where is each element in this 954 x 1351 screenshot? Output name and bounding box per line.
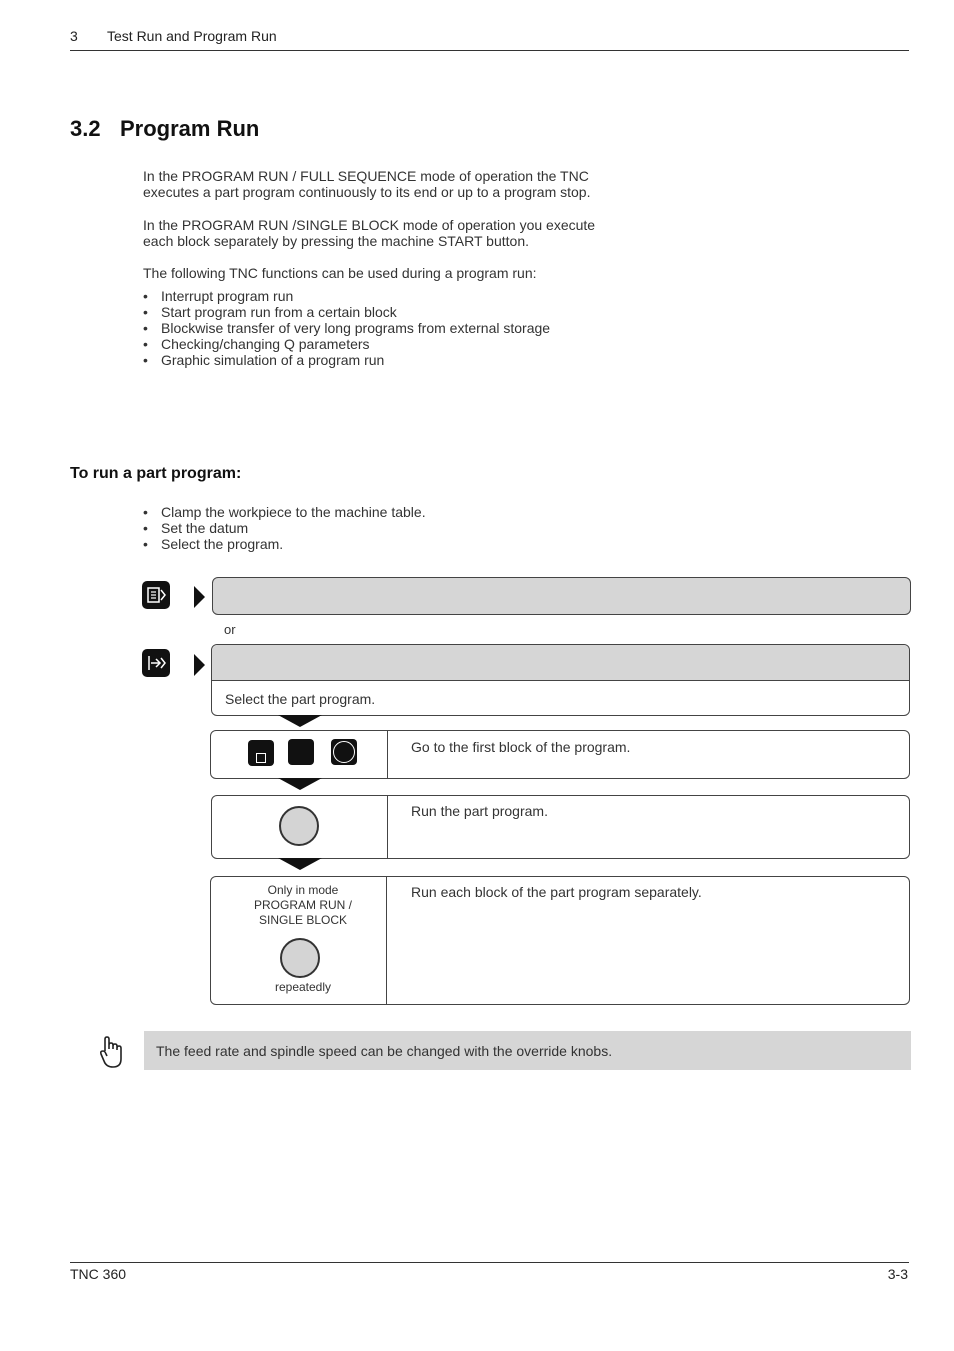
list-item: • Blockwise transfer of very long programs from external storage bbox=[143, 320, 550, 336]
pointing-hand-icon bbox=[97, 1031, 127, 1071]
intro-paragraph-2-line-2: each block separately by pressing the machine START button. bbox=[143, 233, 529, 249]
single-block-mode-label bbox=[211, 883, 395, 928]
arrow-right-icon bbox=[194, 654, 205, 676]
header-rule bbox=[70, 50, 909, 51]
select-program-text: Select the part program. bbox=[225, 691, 376, 707]
circle-key-icon[interactable] bbox=[331, 739, 357, 765]
intro-paragraph-2 bbox=[143, 217, 595, 249]
flow-arrow-down-icon bbox=[278, 778, 322, 790]
howto-steps-list bbox=[143, 504, 426, 552]
run-program-text: Run the part program. bbox=[411, 803, 548, 819]
machine-start-button-icon[interactable] bbox=[280, 938, 320, 978]
single-block-mode-label-line-1: Only in mode bbox=[267, 883, 339, 897]
intro-paragraph-2-line-1: In the PROGRAM RUN /SINGLE BLOCK mode of operation you execute bbox=[143, 217, 596, 233]
goto-first-block-box bbox=[210, 730, 910, 779]
howto-heading: To run a part program: bbox=[70, 465, 242, 482]
list-item: • Checking/changing Q parameters bbox=[143, 336, 550, 352]
section-title-text: Program Run bbox=[120, 116, 260, 141]
single-block-mode-label-line-3: SINGLE BLOCK bbox=[258, 913, 348, 927]
intro-paragraph-1 bbox=[143, 168, 590, 200]
single-block-box bbox=[210, 876, 910, 1005]
flow-arrow-down-icon bbox=[278, 858, 322, 870]
flow-arrow-down-icon bbox=[278, 715, 322, 727]
footer-model: TNC 360 bbox=[70, 1266, 127, 1282]
mode-display-bar bbox=[212, 577, 911, 615]
repeatedly-label: repeatedly bbox=[274, 980, 332, 994]
run-program-box bbox=[211, 795, 910, 859]
select-program-box bbox=[211, 644, 910, 716]
go-to-key-icon[interactable] bbox=[248, 740, 274, 766]
column-divider bbox=[387, 731, 388, 778]
program-run-full-sequence-key-icon[interactable] bbox=[142, 581, 170, 609]
list-item: • Set the datum bbox=[143, 520, 426, 536]
machine-start-button-icon[interactable] bbox=[279, 806, 319, 846]
single-block-text: Run each block of the part program separately. bbox=[411, 884, 702, 900]
note-text: The feed rate and spindle speed can be changed with the override knobs. bbox=[156, 1043, 613, 1059]
list-item: • Select the program. bbox=[143, 536, 426, 552]
blank-key-icon[interactable] bbox=[288, 739, 314, 765]
intro-paragraph-1-line-2: executes a part program continuously to its end or up to a program stop. bbox=[143, 184, 591, 200]
section-number: 3.2 bbox=[70, 116, 101, 141]
header-chapter-number: 3 bbox=[70, 28, 78, 44]
arrow-right-icon bbox=[194, 586, 205, 608]
list-item: • Graphic simulation of a program run bbox=[143, 352, 550, 368]
list-item: • Start program run from a certain block bbox=[143, 304, 550, 320]
note-box bbox=[144, 1031, 911, 1070]
mode-display-bar bbox=[212, 645, 909, 681]
functions-list bbox=[143, 288, 550, 368]
program-run-single-block-key-icon[interactable] bbox=[142, 649, 170, 677]
footer-page-number: 3-3 bbox=[887, 1266, 908, 1282]
header-chapter-title: Test Run and Program Run bbox=[107, 28, 277, 44]
column-divider bbox=[386, 877, 387, 1004]
section-title bbox=[70, 116, 259, 142]
intro-paragraph-1-line-1: In the PROGRAM RUN / FULL SEQUENCE mode of operation the TNC bbox=[143, 168, 589, 184]
list-item: • Clamp the workpiece to the machine table. bbox=[143, 504, 426, 520]
goto-first-block-text: Go to the first block of the program. bbox=[411, 739, 631, 755]
intro-paragraph-3: The following TNC functions can be used during a program run: bbox=[143, 265, 537, 281]
column-divider bbox=[387, 796, 388, 858]
or-label: or bbox=[224, 622, 236, 637]
footer-rule bbox=[70, 1262, 909, 1263]
list-item: • Interrupt program run bbox=[143, 288, 550, 304]
single-block-mode-label-line-2: PROGRAM RUN / bbox=[253, 898, 352, 912]
